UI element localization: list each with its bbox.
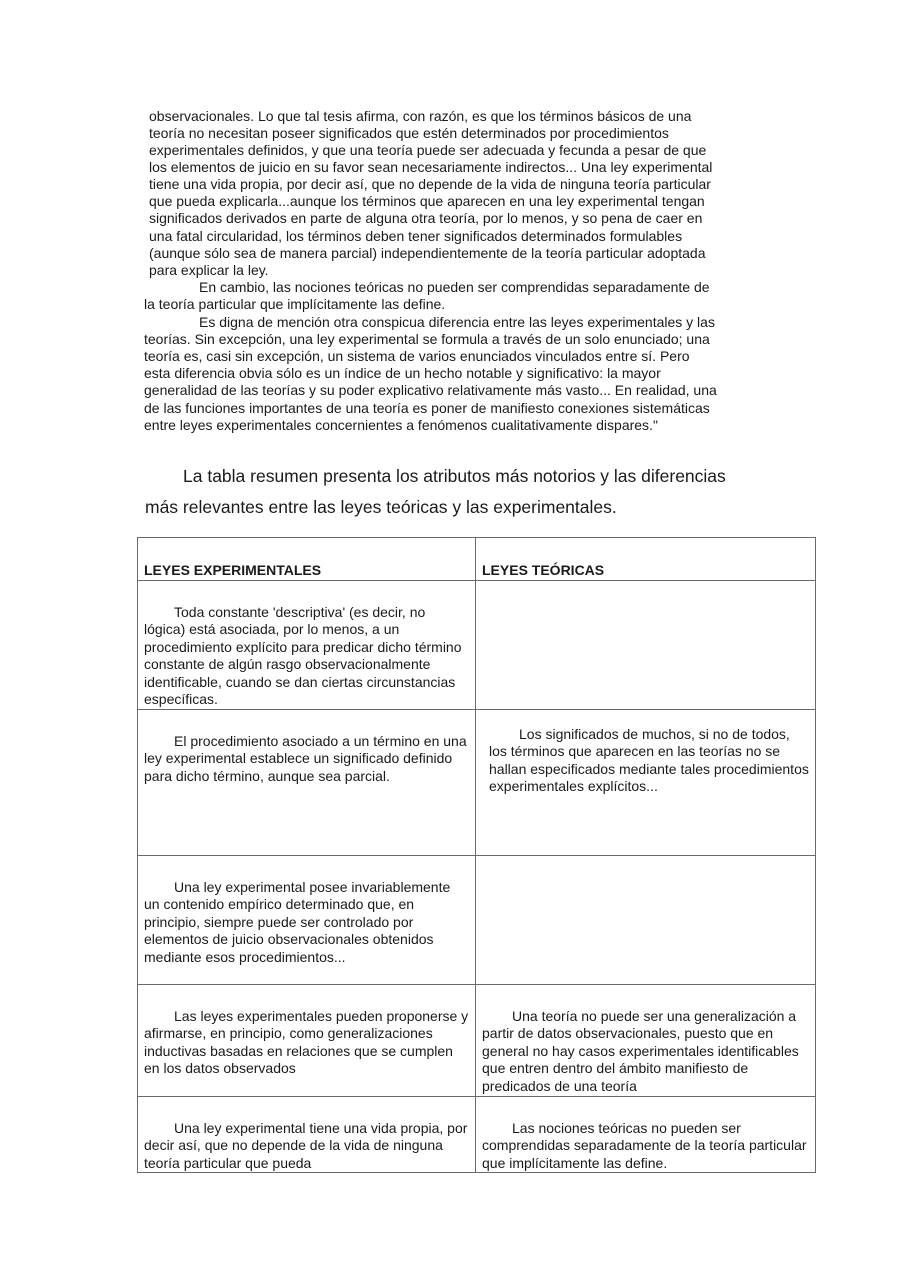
intro-line: más relevantes entre las leyes teóricas y las experimentales. [145,497,617,517]
quote-line: Es digna de mención otra conspicua diferencia entre las leyes experimentales y las [199,314,715,330]
cell-text: El procedimiento asociado a un término en una ley experimental establece un significado definido para dicho término, aunque sea parcial. [144,732,467,784]
intro-line: La tabla resumen presenta los atributos más notorios y las diferencias [183,466,726,486]
table-cell [138,855,476,984]
quote-line: observacionales. Lo que tal tesis afirma, con razón, es que los términos básicos de una [149,108,692,124]
quote-line: la teoría particular que implícitamente las define. [144,296,446,312]
table-cell [476,1096,816,1173]
cell-text: Las nociones teóricas no pueden ser comprendidas separadamente de la teoría particular que implícitamente las define. [482,1119,807,1171]
summary-table [137,537,816,1173]
table-row [138,855,816,984]
cell-text: Una ley experimental posee invariablemente un contenido empírico determinado que, en principio, siempre puede ser controlado por elementos de juicio observacionales obtenidos mediante esos procedimientos... [144,878,451,965]
quote-line: (aunque sólo sea de manera parcial) independientemente de la teoría particular adoptada [149,245,706,261]
table-row [138,709,816,855]
quote-line: teoría es, casi sin excepción, un sistema de varios enunciados vinculados entre sí. Pero [144,348,690,364]
table-cell [476,984,816,1096]
quote-line: entre leyes experimentales concernientes a fenómenos cualitativamente dispares." [144,417,658,433]
quote-line: teorías. Sin excepción, una ley experimental se formula a través de un solo enunciado; una [144,331,710,347]
cell-text: Una teoría no puede ser una generalización a partir de datos observacionales, puesto que en general no hay casos experimentales identificables que entren dentro del ámbito manifiesto de predicados de una teoría [482,1007,799,1094]
cell-text: Las leyes experimentales pueden proponerse y afirmarse, en principio, como generalizaciones inductivas basadas en relaciones que se cumplen en los datos observados [144,1007,469,1076]
table-header-row [138,538,816,581]
quote-line: una fatal circularidad, los términos deben tener significados determinados formulables [149,228,683,244]
table-row [138,1096,816,1173]
header-label: LEYES EXPERIMENTALES [144,562,322,578]
table-cell [138,984,476,1096]
table-cell [138,1096,476,1173]
quote-line: generalidad de las teorías y su poder explicativo relativamente más vasto... En realidad, una [144,382,717,398]
quote-line: esta diferencia obvia sólo es un índice de un hecho notable y significativo: la mayor [144,365,661,381]
quote-line: En cambio, las nociones teóricas no pueden ser comprendidas separadamente de [199,279,710,295]
table-cell [138,709,476,855]
cell-text: Una ley experimental tiene una vida propia, por decir así, que no depende de la vida de ninguna teoría particular que pueda [144,1119,468,1171]
quote-line: significados derivados en parte de alguna otra teoría, por lo menos, y so pena de caer en [149,210,703,226]
cell-text: Los significados de muchos, si no de todos, los términos que aparecen en las teorías no se hallan especificados mediante tales procedimientos experimentales explícitos... [489,725,809,794]
table-cell [476,580,816,709]
quote-line: para explicar la ley. [149,262,269,278]
quote-line: tiene una vida propia, por decir así, que no depende de la vida de ninguna teoría particular [149,176,711,192]
header-label: LEYES TEÓRICAS [482,562,605,578]
quote-line: teoría no necesitan poseer significados que estén determinados por procedimientos [149,125,669,141]
column-header-theoretical [476,538,816,581]
column-header-experimental [138,538,476,581]
table-cell [138,580,476,709]
table-row [138,984,816,1096]
cell-text: Toda constante 'descriptiva' (es decir, no lógica) está asociada, por lo menos, a un procedimiento explícito para predicar dicho término constante de algún rasgo observacionalmente identificable, cuando se dan ciertas circunstancias específicas. [144,603,462,707]
quote-line: que pueda explicarla...aunque los términos que aparecen en una ley experimental tengan [149,193,705,209]
quote-line: experimentales definidos, y que una teoría puede ser adecuada y fecunda a pesar de que [149,142,707,158]
table-cell [476,855,816,984]
table-row [138,580,816,709]
quote-line: los elementos de juicio en su favor sean necesariamente indirectos... Una ley experimental [149,159,713,175]
quote-line: de las funciones importantes de una teoría es poner de manifiesto conexiones sistemáticas [144,400,710,416]
table-cell [476,709,816,855]
